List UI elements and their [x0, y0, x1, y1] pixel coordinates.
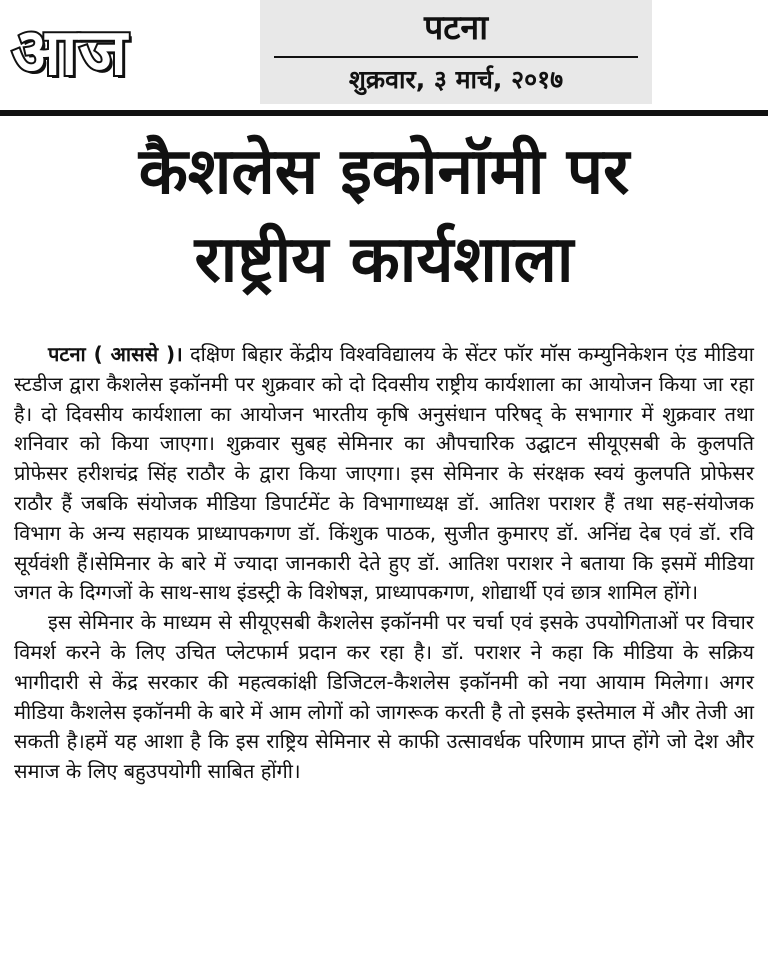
edition-city: पटना — [423, 8, 489, 48]
paragraph-1-text: दक्षिण बिहार केंद्रीय विश्वविद्यालय के सेंटर फॉर मॉस कम्युनिकेशन एंड मीडिया स्टडीज द्वारा कैशलेस इकॉनमी पर शुक्रवार को दो दिवसीय राष्ट्रीय कार्यशाला का आयोजन किया जा रहा है। दो दिवसीय कार्यशाला का आयोजन भारतीय कृषि अनुसंधान परिषद् के सभागार में शुक्रवार तथा शनिवार को किया जाएगा। शुक्रवार सुबह सेमिनार का औपचारिक उद्घाटन सीयूएसबी के कुलपति प्रोफेसर हरीशचंद्र सिंह राठौर के द्वारा किया जाएगा। इस सेमिनार के संरक्षक स्वयं कुलपति प्रोफेसर राठौर हैं जबकि संयोजक मीडिया डिपार्टमेंट के विभागाध्यक्ष डॉ. आतिश पराशर हैं तथा सह-संयोजक विभाग के अन्य सहायक प्राध्यापकगण डॉ. किंशुक पाठक, सुजीत कुमारए डॉ. अनिंद्य देब एवं डॉ. रवि सूर्यवंशी हैं।सेमिनार के बारे में ज्यादा जानकारी देते हुए डॉ. आतिश पराशर ने बताया कि इसमें मीडिया जगत के दिग्गजों के साथ-साथ इंडस्ट्री के विशेषज्ञ, प्राध्यापकगण, शोद्यार्थी एवं छात्र शामिल होंगे। — [14, 342, 754, 605]
dateline: पटना ( आससे )। — [48, 342, 183, 366]
headline-line-1: कैशलेस इकोनॉमी पर — [138, 135, 630, 209]
headline-line-2: राष्ट्रीय कार्यशाला — [194, 223, 574, 297]
masthead-rule — [0, 110, 768, 116]
edition-box — [260, 0, 652, 104]
newspaper-logo: आज — [12, 16, 129, 90]
article-body — [14, 340, 754, 787]
article-paragraph-2: इस सेमिनार के माध्यम से सीयूएसबी कैशलेस इकॉनमी पर चर्चा एवं इसके उपयोगिताओं पर विचार विमर्श करने के लिए उचित प्लेटफार्म प्रदान कर रहा है। डॉ. पराशर ने कहा कि मीडिया के सक्रिय भागीदारी से केंद्र सरकार की महत्वकांक्षी डिजिटल-कैशलेस इकॉनमी को नया आयाम मिलेगा। अगर मीडिया कैशलेस इकॉनमी के बारे में आम लोगों को जागरूक करती है तो इसके इस्तेमाल में और तेजी आ सकती है।हमें यह आशा है कि इस राष्ट्रिय सेमिनार से काफी उत्सावर्धक परिणाम प्राप्त होंगे जो देश और समाज के लिए बहुउपयोगी साबित होंगी। — [14, 610, 754, 784]
edition-date: शुक्रवार, ३ मार्च, २०१७ — [348, 65, 564, 94]
divider — [274, 56, 638, 58]
headline — [0, 128, 768, 304]
masthead — [0, 0, 768, 104]
article-paragraph-1 — [14, 340, 754, 608]
